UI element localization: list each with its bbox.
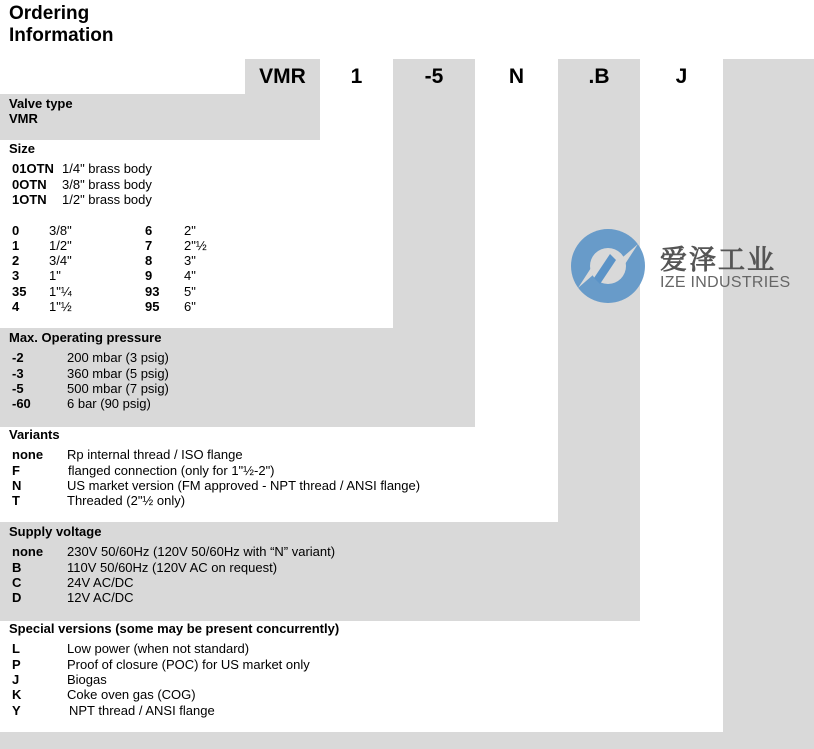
watermark-logo	[570, 228, 800, 308]
title-line-1: Ordering	[9, 3, 90, 24]
voltage-title: Supply voltage	[9, 524, 102, 539]
code-special: J	[675, 65, 688, 88]
valve-type-title: Valve type	[9, 96, 73, 111]
variants-title: Variants	[9, 427, 60, 442]
title-line-2: Information	[9, 25, 114, 46]
valve-type-value: VMR	[9, 111, 38, 126]
bottom-band	[0, 732, 814, 749]
code-size: 1	[350, 65, 363, 88]
watermark-cn: 爱泽工业	[660, 245, 776, 276]
ize-logo-icon	[570, 228, 646, 304]
pressure-title: Max. Operating pressure	[9, 330, 162, 345]
watermark-en: IZE INDUSTRIES	[660, 274, 791, 291]
code-voltage: .B	[588, 65, 610, 88]
code-pressure: -5	[424, 65, 444, 88]
code-valve-type: VMR	[259, 65, 306, 88]
special-title: Special versions (some may be present concurrently)	[9, 621, 340, 636]
column-last-bg	[723, 59, 814, 749]
code-variant: N	[508, 65, 525, 88]
size-title: Size	[9, 141, 36, 156]
page-title	[9, 3, 114, 47]
